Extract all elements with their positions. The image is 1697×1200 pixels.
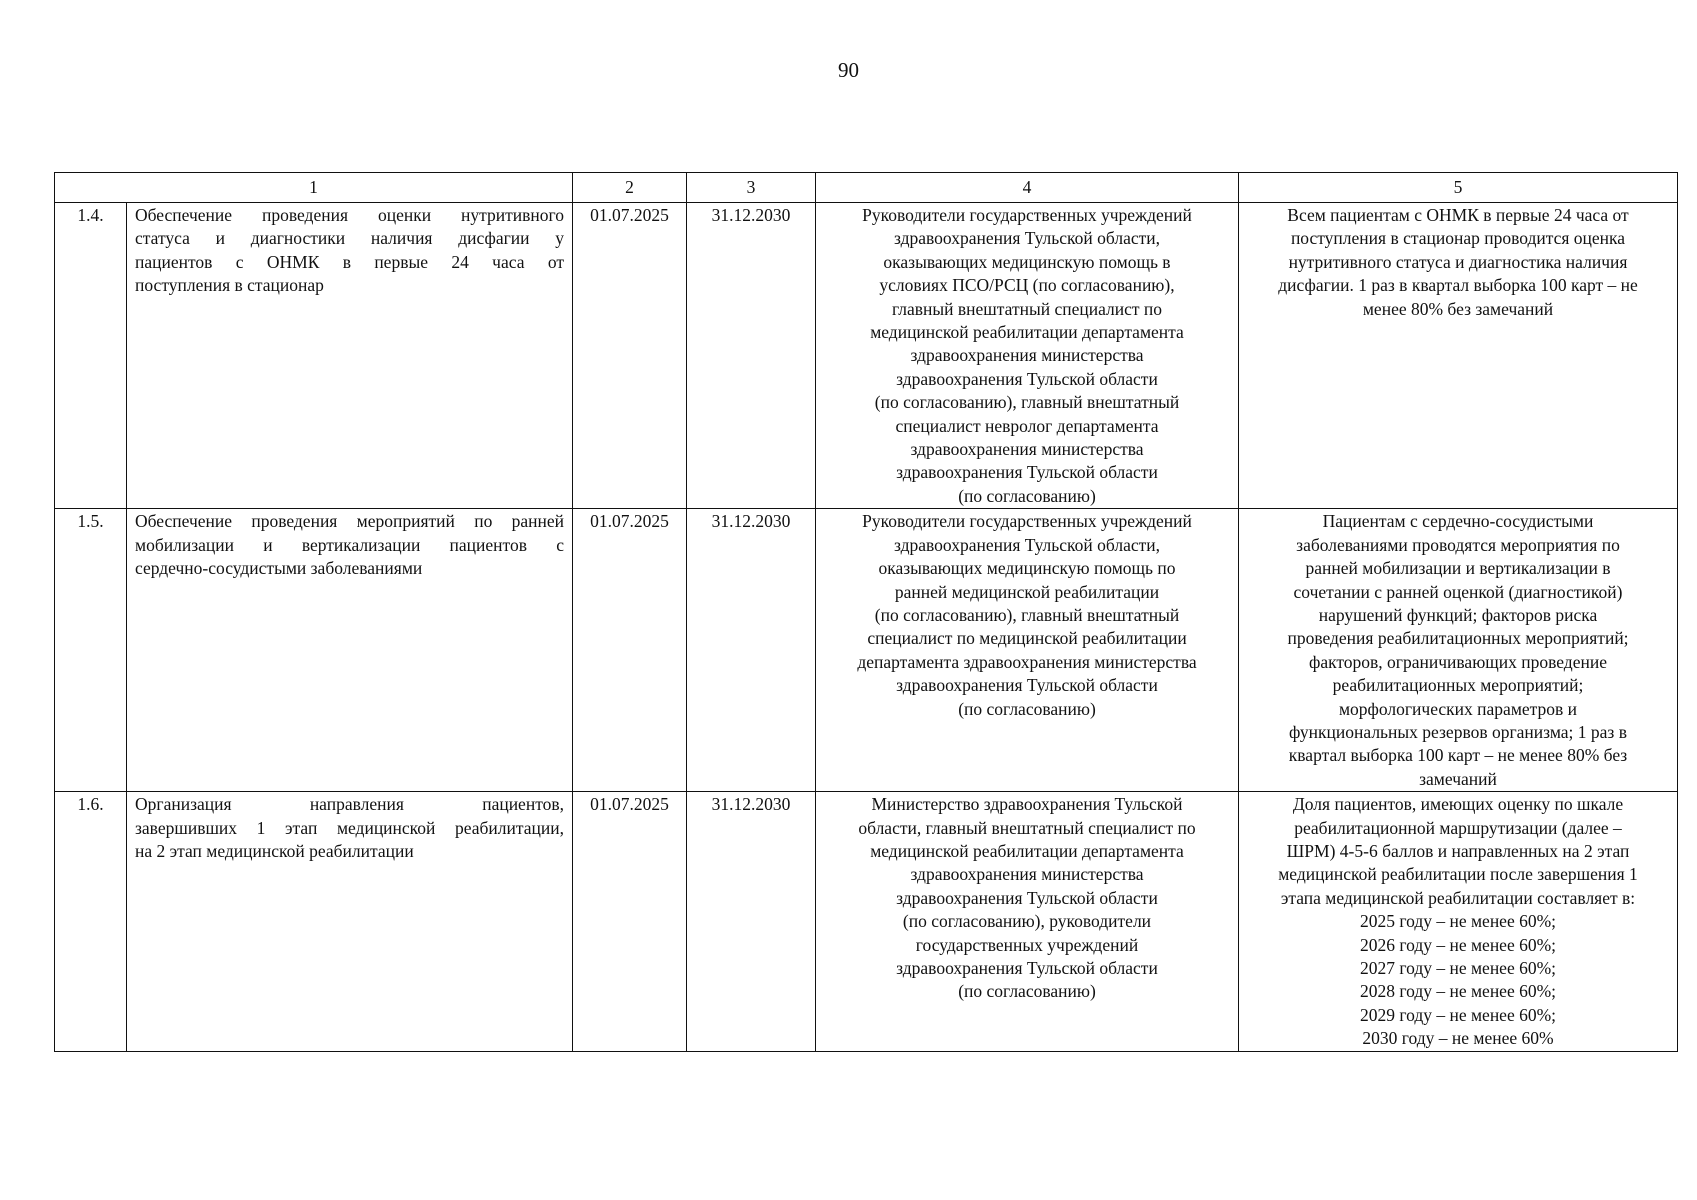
expected-result-line: Доля пациентов, имеющих оценку по шкале <box>1292 794 1624 815</box>
expected-result-cell <box>1239 509 1678 792</box>
end-date: 31.12.2030 <box>711 205 791 225</box>
responsible-line: здравоохранения Тульской области, <box>893 534 1161 555</box>
responsible-line: (по согласованию), главный внештатный <box>874 604 1180 625</box>
responsible-cell <box>816 509 1239 792</box>
column-header-1: 1 <box>55 173 573 203</box>
measure-name-line: завершивших 1 этап медицинской реабилитации, <box>135 817 564 838</box>
end-date-cell <box>687 792 816 1051</box>
expected-result-line: 2026 году – не менее 60%; <box>1359 934 1557 955</box>
end-date: 31.12.2030 <box>711 511 791 532</box>
table-row <box>55 792 1678 1051</box>
measure-name-line: статуса и диагностики наличия дисфагии у <box>135 228 564 249</box>
measure-name-line: поступления в стационар <box>135 275 324 296</box>
expected-result-line: морфологических параметров и <box>1338 698 1578 719</box>
expected-result-line: поступления в стационар проводится оценка <box>1290 228 1626 249</box>
measure-name-line: пациентов с ОНМК в первые 24 часа от <box>135 251 564 272</box>
responsible-line: здравоохранения министерства <box>910 345 1144 366</box>
responsible-line: государственных учреждений <box>915 934 1139 955</box>
measure-name-line: на 2 этап медицинской реабилитации <box>135 840 414 861</box>
item-number-cell <box>55 509 127 792</box>
expected-result-line: 2028 году – не менее 60%; <box>1359 981 1557 1002</box>
expected-result-line: нутритивного статуса и диагностика наличия <box>1288 251 1628 272</box>
expected-result-line: факторов, ограничивающих проведение <box>1309 651 1607 672</box>
expected-result-line: сочетании с ранней оценкой (диагностикой) <box>1293 581 1623 602</box>
expected-result-line: 2025 году – не менее 60%; <box>1359 911 1557 932</box>
responsible-line: здравоохранения министерства <box>910 864 1144 885</box>
expected-result-line: замечаний <box>1419 768 1497 789</box>
start-date: 01.07.2025 <box>590 794 669 815</box>
end-date-cell <box>687 203 816 509</box>
start-date-cell <box>573 509 687 792</box>
expected-result-line: ранней мобилизации и вертикализации в <box>1305 558 1611 579</box>
responsible-line: департамента здравоохранения министерства <box>857 651 1197 672</box>
column-header-4: 4 <box>816 173 1239 203</box>
measure-name-line: Обеспечение проведения оценки нутритивного <box>135 205 564 225</box>
responsible-line: (по согласованию) <box>958 485 1096 506</box>
responsible-cell <box>816 792 1239 1051</box>
responsible-line: (по согласованию), руководители <box>902 911 1152 932</box>
responsible-line: Руководители государственных учреждений <box>862 511 1192 532</box>
responsible-line: здравоохранения Тульской области <box>896 887 1158 908</box>
expected-result-cell <box>1239 203 1678 509</box>
responsible-line: специалист по медицинской реабилитации <box>867 628 1187 649</box>
column-header-5: 5 <box>1239 173 1678 203</box>
responsible-line: Министерство здравоохранения Тульской <box>871 794 1183 815</box>
expected-result-line: менее 80% без замечаний <box>1362 298 1554 319</box>
expected-result-line: проведения реабилитационных мероприятий; <box>1287 628 1629 649</box>
responsible-line: здравоохранения Тульской области <box>896 368 1158 389</box>
expected-result-line: этапа медицинской реабилитации составляет в: <box>1280 887 1636 908</box>
expected-result-line: 2030 году – не менее 60% <box>1362 1028 1554 1049</box>
column-header-3: 3 <box>687 173 816 203</box>
responsible-line: здравоохранения Тульской области <box>896 958 1158 978</box>
end-date-cell <box>687 509 816 792</box>
item-number: 1.5. <box>77 511 104 532</box>
expected-result-cell <box>1239 792 1678 1051</box>
table-body <box>55 203 1678 1052</box>
responsible-line: области, главный внештатный специалист по <box>858 817 1196 838</box>
responsible-line: оказывающих медицинскую помощь по <box>878 558 1176 579</box>
expected-result-line: Пациентам с сердечно-сосудистыми <box>1322 511 1594 532</box>
expected-result-line: реабилитационной маршрутизации (далее – <box>1294 817 1622 838</box>
responsible-line: оказывающих медицинскую помощь в <box>883 251 1171 272</box>
responsible-line: медицинской реабилитации департамента <box>870 322 1184 343</box>
responsible-line: (по согласованию) <box>958 981 1096 1002</box>
responsible-line: здравоохранения Тульской области <box>896 675 1158 696</box>
table-header-row <box>55 173 1678 203</box>
measure-name-line: Обеспечение проведения мероприятий по ранней <box>135 511 564 532</box>
responsible-line: специалист невролог департамента <box>895 415 1159 436</box>
expected-result-line: реабилитационных мероприятий; <box>1332 675 1584 696</box>
expected-result-line: дисфагии. 1 раз в квартал выборка 100 карт – не <box>1278 275 1638 296</box>
expected-result-line: нарушений функций; факторов риска <box>1318 604 1598 625</box>
responsible-line: здравоохранения Тульской области, <box>893 228 1161 249</box>
item-number: 1.4. <box>77 205 104 225</box>
item-number: 1.6. <box>77 794 104 815</box>
expected-result-line: заболеваниями проводятся мероприятия по <box>1296 534 1620 555</box>
expected-result-line: 2029 году – не менее 60%; <box>1359 1004 1557 1025</box>
start-date: 01.07.2025 <box>590 205 669 225</box>
start-date-cell <box>573 792 687 1051</box>
measure-name-cell <box>127 792 573 1051</box>
responsible-line: Руководители государственных учреждений <box>862 205 1192 225</box>
measure-name-line: Организация направления пациентов, <box>135 794 564 815</box>
end-date: 31.12.2030 <box>711 794 791 815</box>
responsible-line: здравоохранения Тульской области <box>896 462 1158 483</box>
responsible-line: главный внештатный специалист по <box>891 298 1163 319</box>
measure-name-cell <box>127 509 573 792</box>
responsible-line: условиях ПСО/РСЦ (по согласованию), <box>879 275 1175 296</box>
expected-result-line: функциональных резервов организма; 1 раз в <box>1289 721 1627 742</box>
measure-name-cell <box>127 203 573 509</box>
expected-result-line: 2027 году – не менее 60%; <box>1359 958 1557 978</box>
measure-name-line: сердечно-сосудистыми заболеваниями <box>135 558 423 579</box>
responsible-line: (по согласованию) <box>958 698 1096 719</box>
responsible-line: (по согласованию), главный внештатный <box>874 392 1180 413</box>
responsible-line: здравоохранения министерства <box>910 439 1144 460</box>
responsible-cell <box>816 203 1239 509</box>
measure-name-line: мобилизации и вертикализации пациентов с <box>135 534 564 555</box>
responsible-line: ранней медицинской реабилитации <box>894 581 1160 602</box>
table-row <box>55 509 1678 792</box>
column-header-2: 2 <box>573 173 687 203</box>
expected-result-line: Всем пациентам с ОНМК в первые 24 часа от <box>1287 205 1629 225</box>
expected-result-line: ШРМ) 4-5-6 баллов и направленных на 2 этап <box>1286 840 1630 861</box>
start-date: 01.07.2025 <box>590 511 669 532</box>
item-number-cell <box>55 792 127 1051</box>
expected-result-line: медицинской реабилитации после завершения 1 <box>1278 864 1638 885</box>
start-date-cell <box>573 203 687 509</box>
table-row <box>55 203 1678 509</box>
responsible-line: медицинской реабилитации департамента <box>870 840 1184 861</box>
item-number-cell <box>55 203 127 509</box>
expected-result-line: квартал выборка 100 карт – не менее 80% без <box>1288 745 1628 766</box>
action-plan-table <box>54 172 1678 1052</box>
page-number: 90 <box>838 58 859 82</box>
